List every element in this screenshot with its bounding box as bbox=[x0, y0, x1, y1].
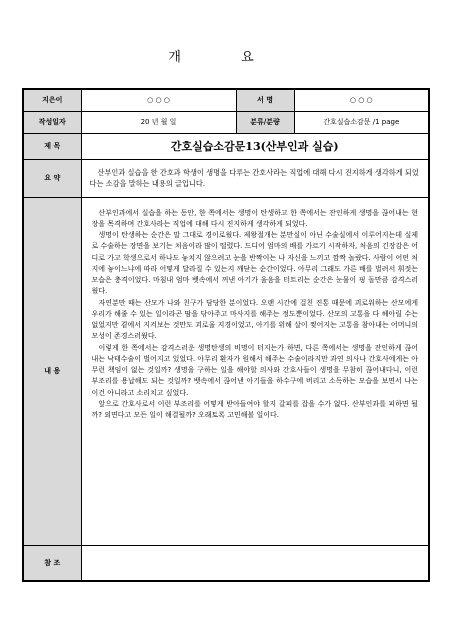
content-paragraph: 생명이 탄생하는 순간은 말 그대로 경이로웠다. 제왕절개는 분만실이 아닌 수술실에서 이루어지는데 실제로 수술하는 장면을 보기는 처음이라 많이 떨렸다. 드디어 엄마의 배를 가르기 시작하자, 처음의 긴장감은 어디로 가고 학생으로서 하나도 놓치지 않으려고 눈을 반짝이는 나 자신을 느끼고 깜짝 놀랐다. 사람이 어떤 처지에 놓이느냐에 따라 어떻게 달라질 수 있는지 깨닫는 순간이었다. 아무리 그래도 가른 배를 벌려서 휘젓는 모습은 충격이었다. 마침내 엄마 뱃속에서 꺼낸 아기가 울음을 터트리는 순간은 눈물이 핑 돌만큼 감격스러웠다. bbox=[91, 231, 418, 296]
content-paragraph: 자연분만 때는 산모가 나와 친구가 담당한 분이었다. 오랜 시간에 걸친 진통 때문에 괴로워하는 산모에게 우리가 해줄 수 있는 일이라곤 땀을 닦아주고 마사지를 해주는 정도뿐이었다. 산모의 고통을 다 헤아릴 수는 없었지만 곁에서 지켜보는 것만도 괴로울 지경이었고, 아기를 위해 살이 찢어지는 고통을 참아내는 어머니의 모성이 존경스러웠다. bbox=[91, 298, 418, 341]
date-value: 20 년 월 일 bbox=[81, 111, 236, 133]
author-value: ○ ○ ○ bbox=[81, 89, 236, 111]
content-body bbox=[81, 197, 429, 545]
summary-label: 요 약 bbox=[23, 159, 81, 197]
category-value: 간호실습소감문 /1 page bbox=[294, 111, 429, 133]
book-title-label: 서 명 bbox=[236, 89, 294, 111]
reference-value bbox=[81, 545, 429, 581]
overview-form bbox=[22, 88, 430, 582]
subject-value: 간호실습소감문13(산부인과 실습) bbox=[81, 133, 429, 159]
document-title: 개 요 bbox=[168, 50, 282, 65]
date-label: 작성일자 bbox=[23, 111, 81, 133]
book-title-value: ○ ○ ○ bbox=[294, 89, 429, 111]
subject-label: 제 목 bbox=[23, 133, 81, 159]
summary-text: 산부인과 실습을 한 간호과 학생이 생명을 다루는 간호사라는 직업에 대해 다시 진지하게 생각하게 되었다는 소감을 말하는 내용의 글입니다. bbox=[81, 159, 429, 197]
content-paragraph: 앞으로 간호사로서 이런 부조리를 어떻게 받아들여야 할지 갈피를 잡을 수가 없다. 산부인과를 피하면 될까? 외면다고 모든 일이 해결될까? 오래토록 고민해볼 일이다. bbox=[91, 399, 418, 419]
content-paragraph: 이렇게 한 쪽에서는 감격스러운 생명탄생의 비명이 터지는가 하면, 다른 쪽에서는 생명을 잔인하게 끊어내는 낙태수술이 벌어지고 있었다. 아무리 환자가 원해서 해주는 수술이라지만 과연 의사나 간호사에게는 아무런 책임이 없는 것일까? 생명을 구하는 일을 해야할 의사와 간호사들이 생명을 무참히 끊어내다니, 이런 부조리를 용납해도 되는 것일까? 뱃속에서 끊어낸 아기들을 하수구에 버리고 소독하는 모습을 보면서 나는 이건 아니라고 소리치고 싶었다. bbox=[91, 343, 418, 397]
content-label: 내 용 bbox=[23, 197, 81, 545]
reference-label: 참 조 bbox=[23, 545, 81, 581]
category-label: 분류/분량 bbox=[236, 111, 294, 133]
content-paragraph: 산부인과에서 실습을 하는 동안, 한 쪽에서는 생명이 탄생하고 한 쪽에서는 잔인하게 생명을 끊어내는 현장을 목격하며 간호사라는 직업에 대해 다시 진지하게 생각하게 되었다. bbox=[91, 208, 418, 228]
author-label: 지은이 bbox=[23, 89, 81, 111]
